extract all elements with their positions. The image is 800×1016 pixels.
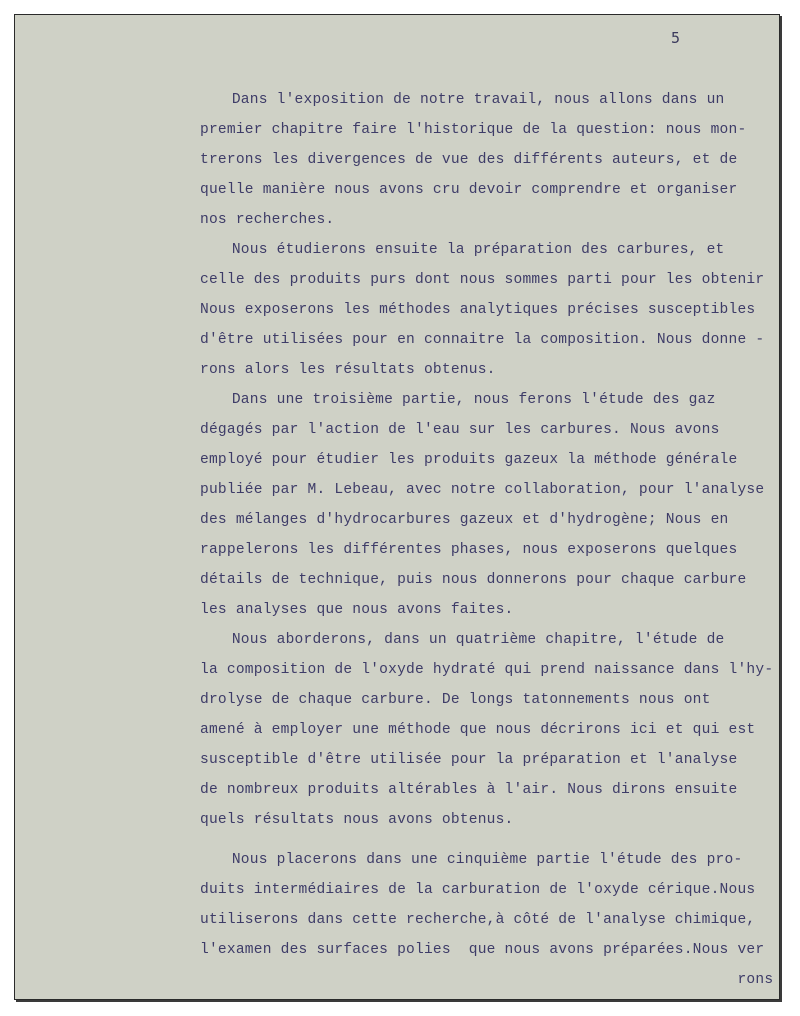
text-line: rons alors les résultats obtenus. bbox=[200, 362, 496, 378]
text-line: drolyse de chaque carbure. De longs tatonnements nous ont bbox=[200, 692, 711, 708]
text-line: l'examen des surfaces polies que nous avons préparées.Nous ver bbox=[200, 942, 765, 958]
text-line: amené à employer une méthode que nous décrirons ici et qui est bbox=[200, 722, 756, 738]
text-line: rappelerons les différentes phases, nous exposerons quelques bbox=[200, 542, 738, 558]
text-line: employé pour étudier les produits gazeux la méthode générale bbox=[200, 452, 738, 468]
text-line: nos recherches. bbox=[200, 212, 335, 228]
text-line: celle des produits purs dont nous sommes parti pour les obtenir bbox=[200, 272, 765, 288]
text-line: Dans une troisième partie, nous ferons l'étude des gaz bbox=[196, 392, 716, 408]
typed-page bbox=[14, 14, 780, 1000]
text-line: Dans l'exposition de notre travail, nous allons dans un bbox=[196, 92, 725, 108]
text-line: de nombreux produits altérables à l'air. Nous dirons ensuite bbox=[200, 782, 738, 798]
text-line: quels résultats nous avons obtenus. bbox=[200, 812, 514, 828]
text-line: Nous placerons dans une cinquième partie l'étude des pro- bbox=[196, 852, 743, 868]
text-line: Nous étudierons ensuite la préparation des carbures, et bbox=[196, 242, 725, 258]
text-line: duits intermédiaires de la carburation de l'oxyde cérique.Nous bbox=[200, 882, 756, 898]
text-line: publiée par M. Lebeau, avec notre collaboration, pour l'analyse bbox=[200, 482, 765, 498]
text-line: dégagés par l'action de l'eau sur les carbures. Nous avons bbox=[200, 422, 720, 438]
text-line: la composition de l'oxyde hydraté qui prend naissance dans l'hy- bbox=[200, 662, 774, 678]
text-line: les analyses que nous avons faites. bbox=[200, 602, 514, 618]
text-line: trerons les divergences de vue des différents auteurs, et de bbox=[200, 152, 738, 168]
text-line: susceptible d'être utilisée pour la préparation et l'analyse bbox=[200, 752, 738, 768]
page-number: 5 bbox=[671, 29, 681, 47]
text-line: quelle manière nous avons cru devoir comprendre et organiser bbox=[200, 182, 738, 198]
text-line: Nous aborderons, dans un quatrième chapitre, l'étude de bbox=[196, 632, 725, 648]
text-line: utiliserons dans cette recherche,à côté de l'analyse chimique, bbox=[200, 912, 756, 928]
text-line: rons bbox=[200, 972, 774, 988]
text-line: détails de technique, puis nous donnerons pour chaque carbure bbox=[200, 572, 747, 588]
text-line: des mélanges d'hydrocarbures gazeux et d'hydrogène; Nous en bbox=[200, 512, 729, 528]
text-line: Nous exposerons les méthodes analytiques précises susceptibles bbox=[200, 302, 756, 318]
text-line: d'être utilisées pour en connaitre la composition. Nous donne - bbox=[200, 332, 765, 348]
text-line: premier chapitre faire l'historique de la question: nous mon- bbox=[200, 122, 747, 138]
